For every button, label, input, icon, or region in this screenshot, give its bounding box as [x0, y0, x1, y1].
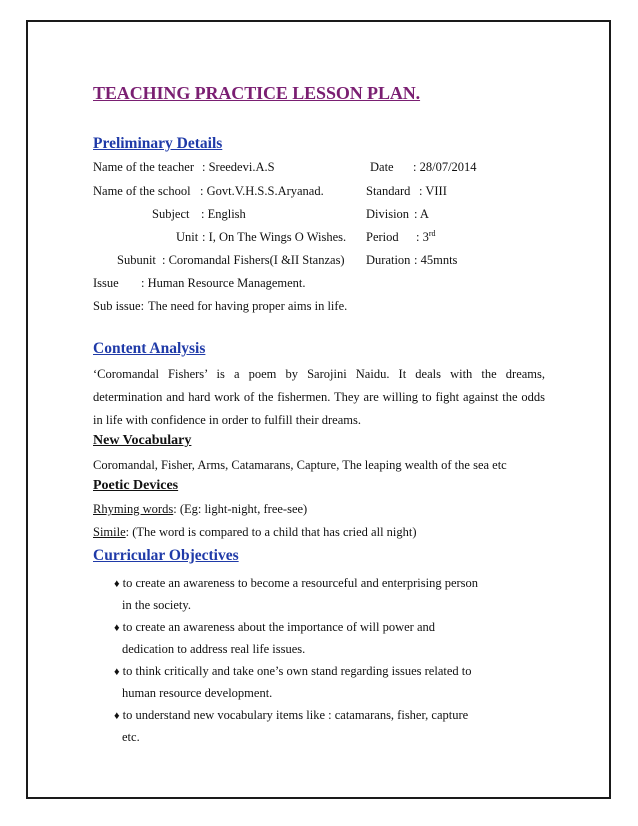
rhyming-label: Rhyming words [93, 502, 174, 516]
subissue-value: The need for having proper aims in life. [148, 299, 348, 313]
page-title: TEACHING PRACTICE LESSON PLAN. [93, 83, 421, 103]
diamond-bullet-icon: ♦ [114, 622, 120, 634]
standard-value: : VIII [419, 184, 447, 198]
teacher-label: Name of the teacher [93, 160, 194, 174]
simile-text: : (The word is compared to a child that has cried all night) [125, 525, 417, 539]
vocabulary-heading: New Vocabulary [93, 433, 192, 448]
content-analysis-line-1: ‘Coromandal Fishers’ is a poem by Sarojini Naidu. It deals with the dreams, [93, 367, 545, 381]
school-label: Name of the school [93, 184, 191, 198]
objective-item [114, 620, 435, 636]
objective-item [114, 664, 472, 680]
preliminary-heading: Preliminary Details [93, 135, 223, 152]
diamond-bullet-icon: ♦ [114, 578, 120, 590]
rhyming-text: : (Eg: light-night, free-see) [173, 502, 308, 516]
objective-text: to understand new vocabulary items like : catamarans, fisher, capture [122, 708, 469, 722]
issue-value: : Human Resource Management. [141, 276, 306, 290]
division-label: Division [366, 207, 410, 221]
objective-text-cont: in the society. [122, 598, 191, 612]
objective-text: to create an awareness about the importance of will power and [122, 620, 435, 634]
period-label: Period [366, 230, 399, 244]
diamond-bullet-icon: ♦ [114, 666, 120, 678]
curricular-heading: Curricular Objectives [93, 547, 239, 564]
subunit-value: : Coromandal Fishers(I &II Stanzas) [162, 253, 345, 267]
poetic-devices-heading: Poetic Devices [93, 478, 179, 493]
unit-value: : I, On The Wings O Wishes. [202, 230, 347, 244]
period-value [416, 230, 436, 245]
duration-value: : 45mnts [414, 253, 458, 267]
simile-line [93, 525, 417, 540]
simile-label: Simile [93, 525, 126, 539]
objective-text: to create an awareness to become a resourceful and enterprising person [122, 576, 479, 590]
rhyming-line [93, 502, 307, 517]
content-analysis-line-2: determination and hard work of the fishermen. They are willing to fight against the odds [93, 390, 545, 404]
content-analysis-heading: Content Analysis [93, 340, 206, 357]
division-value: : A [414, 207, 429, 221]
subissue-label: Sub issue: [93, 299, 145, 313]
subject-value: : English [201, 207, 246, 221]
objective-text-cont: etc. [122, 730, 140, 744]
vocabulary-text: Coromandal, Fisher, Arms, Catamarans, Capture, The leaping wealth of the sea etc [93, 458, 507, 472]
period-number: : 3 [416, 230, 429, 244]
unit-label: Unit [176, 230, 199, 244]
objective-text: to think critically and take one’s own stand regarding issues related to [122, 664, 472, 678]
objective-item [114, 576, 478, 592]
date-label: Date [370, 160, 394, 174]
content-analysis-line-3: in life with confidence in order to fulfill their dreams. [93, 413, 361, 427]
diamond-bullet-icon: ♦ [114, 710, 120, 722]
date-value: : 28/07/2014 [413, 160, 477, 174]
subject-label: Subject [152, 207, 190, 221]
standard-label: Standard [366, 184, 411, 198]
period-suffix: rd [428, 228, 436, 238]
duration-label: Duration [366, 253, 411, 267]
subunit-label: Subunit [117, 253, 156, 267]
objective-text-cont: human resource development. [122, 686, 273, 700]
objective-item [114, 708, 468, 724]
teacher-value: : Sreedevi.A.S [202, 160, 275, 174]
objective-text-cont: dedication to address real life issues. [122, 642, 306, 656]
school-value: : Govt.V.H.S.S.Aryanad. [200, 184, 324, 198]
issue-label: Issue [93, 276, 119, 290]
